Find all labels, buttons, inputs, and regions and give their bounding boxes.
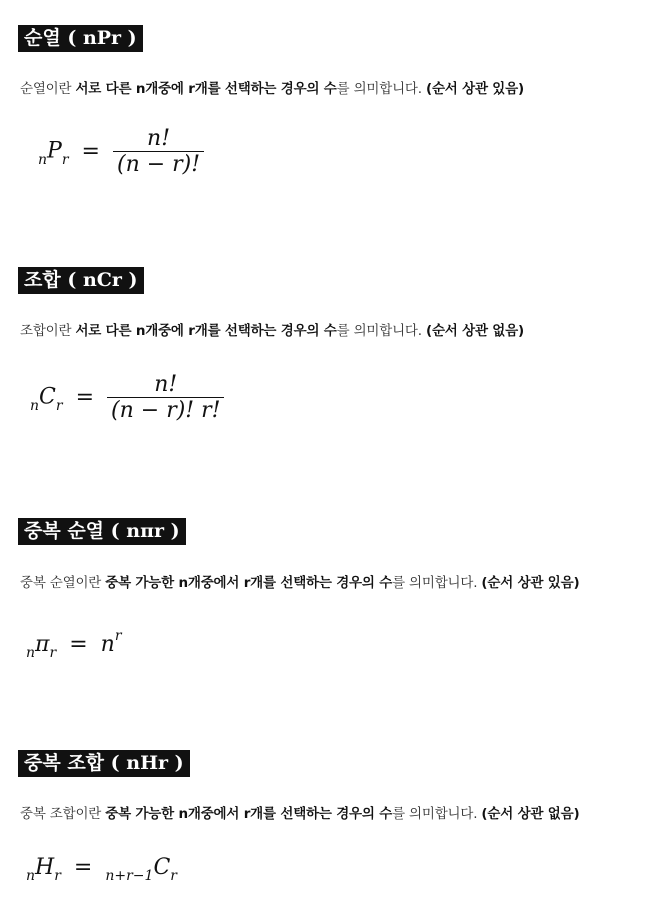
heading-code: ( nCr ) xyxy=(67,269,138,291)
section-heading xyxy=(18,25,143,52)
section-heading xyxy=(18,518,186,545)
formula: $_n\pi_r = n^r$ xyxy=(26,628,122,661)
formula: $_nH_r = _{n+r-1}C_r$ xyxy=(26,855,177,884)
fraction: $\frac{n!}{(n - r)! r!}$ xyxy=(107,372,224,423)
section-heading xyxy=(18,267,144,294)
heading-title: 조합 xyxy=(24,269,61,291)
heading-title: 중복 순열 xyxy=(24,520,105,542)
heading-title: 중복 조합 xyxy=(24,752,105,774)
fraction: $\frac{n!}{(n - r)!}$ xyxy=(113,126,204,177)
heading-code: ( nHr ) xyxy=(110,752,184,774)
section-heading xyxy=(18,750,190,777)
formula: $_nP_r$ = $\frac{n!}{(n - r)!}$ xyxy=(38,126,204,177)
section-description: 순열이란 서로 다른 n개중에 r개를 선택하는 경우의 수를 의미합니다. (순서 상관 있음) xyxy=(20,81,524,97)
heading-title: 순열 xyxy=(24,27,61,49)
heading-code: ( nπr ) xyxy=(110,520,180,542)
formula: $_nC_r$ = $\frac{n!}{(n - r)! r!}$ xyxy=(30,372,224,423)
section-description: 중복 조합이란 중복 가능한 n개중에서 r개를 선택하는 경우의 수를 의미합니다. (순서 상관 없음) xyxy=(20,806,580,822)
section-description: 조합이란 서로 다른 n개중에 r개를 선택하는 경우의 수를 의미합니다. (순서 상관 없음) xyxy=(20,323,524,339)
section-description: 중복 순열이란 중복 가능한 n개중에서 r개를 선택하는 경우의 수를 의미합니다. (순서 상관 있음) xyxy=(20,575,580,591)
heading-code: ( nPr ) xyxy=(67,27,137,49)
